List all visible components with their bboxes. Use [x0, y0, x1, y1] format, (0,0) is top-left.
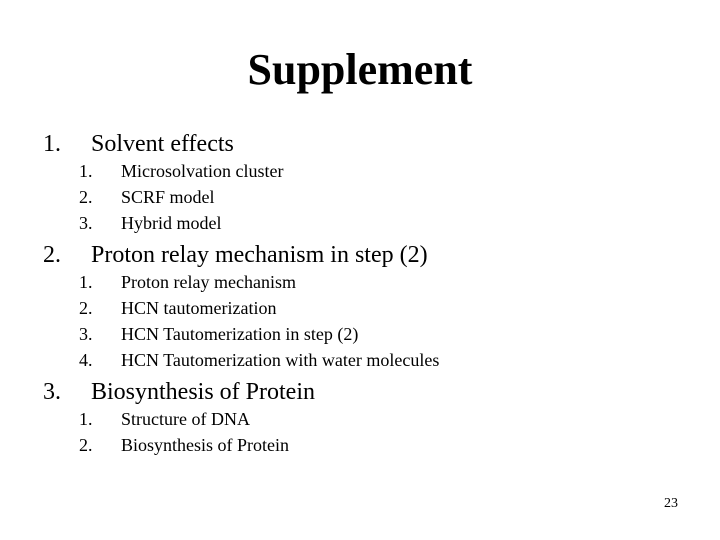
- section-3-label: Biosynthesis of Protein: [91, 379, 316, 405]
- section-2-item-2-label: HCN tautomerization: [121, 298, 277, 318]
- section-2-item-3-label: HCN Tautomerization in step (2): [121, 324, 359, 344]
- section-1-item-1-label: Microsolvation cluster: [121, 161, 284, 181]
- section-1-item-2-label: SCRF model: [121, 187, 215, 207]
- section-3-item-1-label: Structure of DNA: [121, 409, 250, 429]
- page-number: 23: [664, 496, 678, 511]
- section-3-item-1-number: 1.: [79, 409, 93, 429]
- section-3-item-2-label: Biosynthesis of Protein: [121, 435, 290, 455]
- section-2-item-4-number: 4.: [79, 350, 93, 370]
- section-1-item-1-number: 1.: [79, 161, 93, 181]
- section-2-item-2-number: 2.: [79, 298, 93, 318]
- section-1-number: 1.: [43, 131, 61, 157]
- section-2-number: 2.: [43, 242, 61, 268]
- section-1-label: Solvent effects: [91, 131, 234, 157]
- section-3-number: 3.: [43, 379, 61, 405]
- section-2-item-4-label: HCN Tautomerization with water molecules: [121, 350, 440, 370]
- section-1-item-2-number: 2.: [79, 187, 93, 207]
- section-2-item-3-number: 3.: [79, 324, 93, 344]
- section-2-label: Proton relay mechanism in step (2): [91, 242, 428, 268]
- section-1-item-3-label: Hybrid model: [121, 213, 222, 233]
- section-2-item-1-number: 1.: [79, 272, 93, 292]
- slide-title: Supplement: [247, 45, 473, 94]
- section-3-item-2-number: 2.: [79, 435, 93, 455]
- section-2-item-1-label: Proton relay mechanism: [121, 272, 296, 292]
- section-1-item-3-number: 3.: [79, 213, 93, 233]
